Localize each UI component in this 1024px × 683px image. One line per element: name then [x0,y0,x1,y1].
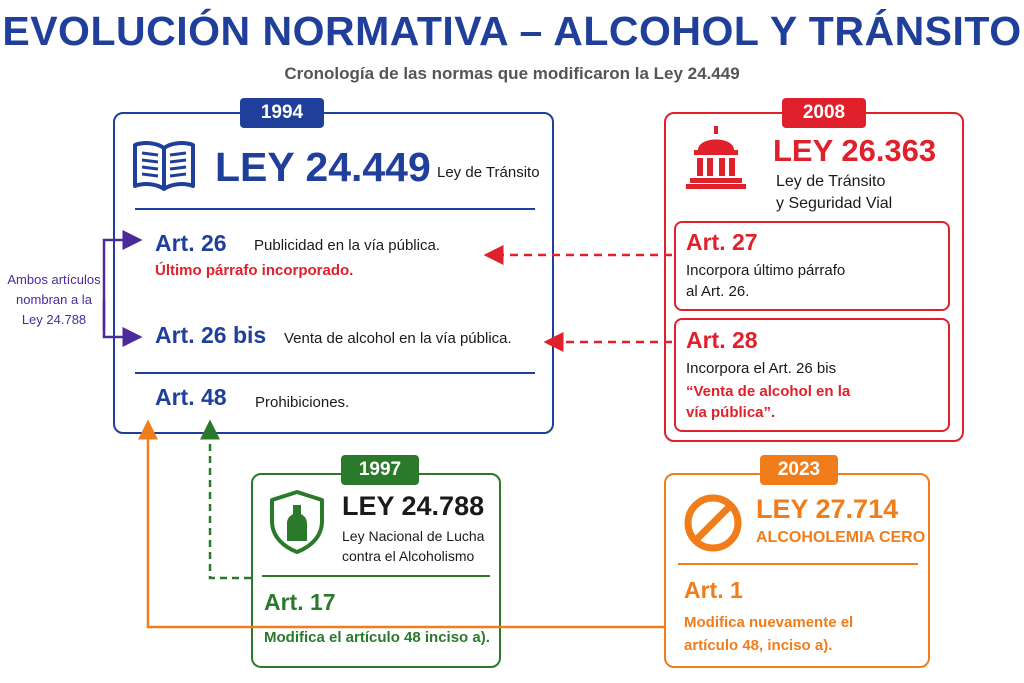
side-note-line: nombran a la [16,292,92,307]
art-48-text: Prohibiciones. [255,394,350,411]
text-line: Modifica nuevamente el [684,614,854,631]
art-28-text: Incorpora el Art. 26 bis [686,360,837,377]
quote-line: vía pública”. [686,404,776,421]
side-note-line: Ambos artículos [7,272,101,287]
page-title: EVOLUCIÓN NORMATIVA – ALCOHOL Y TRÁNSITO [2,8,1022,54]
art-26bis-text: Venta de alcohol en la vía pública. [284,330,512,347]
text-line: artículo 48, inciso a). [684,637,833,654]
law-24788-name: LEY 24.788 [342,491,485,521]
law-27714-name: LEY 27.714 [756,494,899,524]
side-note-line: Ley 24.788 [21,312,87,327]
description-line: y Seguridad Vial [776,195,893,212]
page-subtitle: Cronología de las normas que modificaron la Ley 24.449 [284,64,740,83]
bracket-to-art26bis [104,300,140,337]
description-line: Ley Nacional de Lucha [342,528,485,544]
year-badge-1997: 1997 [341,455,419,485]
text-line: Incorpora último párrafo [686,262,846,279]
law-24449-name: LEY 24.449 [215,144,431,190]
law-26363-name: LEY 26.363 [773,133,937,168]
year-badge-2023: 2023 [760,455,838,485]
art-1-label: Art. 1 [684,577,743,603]
art-27-label: Art. 27 [686,229,758,255]
year-badge-1994: 1994 [240,98,324,128]
art-48-label: Art. 48 [155,384,227,410]
description-line: Ley de Tránsito [776,173,886,190]
art-26-text: Publicidad en la vía pública. [254,237,440,254]
text-line: al Art. 26. [686,283,750,300]
law-24449-description: Ley de Tránsito [437,164,540,181]
arrow-art1-to-art48 [148,422,664,627]
arrow-art17-to-art48 [210,422,251,578]
art-26-label: Art. 26 [155,230,227,256]
art-26bis-label: Art. 26 bis [155,322,267,348]
bracket-to-art26 [104,240,140,330]
description-line: contra el Alcoholismo [342,548,475,564]
art-26-note: Último párrafo incorporado. [155,262,354,279]
law-27714-subtitle: ALCOHOLEMIA CERO [756,529,926,546]
art-17-text: Modifica el artículo 48 inciso a). [264,629,490,646]
art-17-label: Art. 17 [264,589,336,615]
year-badge-2008: 2008 [782,98,866,128]
art-28-label: Art. 28 [686,327,758,353]
quote-line: “Venta de alcohol en la [686,383,851,400]
